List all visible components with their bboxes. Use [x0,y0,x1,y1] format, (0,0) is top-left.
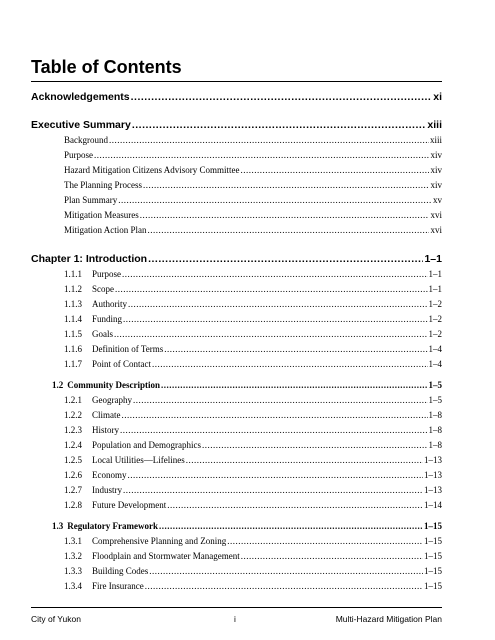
toc-entry-page: 1–4 [428,359,442,369]
toc-entry-label: Hazard Mitigation Citizens Advisory Committee [64,165,240,175]
toc-entry-1-2-2[interactable] [64,411,442,420]
footer-rule [31,607,442,608]
toc-entry-1-3-3[interactable] [64,567,442,576]
toc-entry-page: 1–1 [428,284,442,294]
toc-entry-label: Executive Summary [31,119,131,131]
toc-entry-planning-process[interactable] [64,181,442,190]
dot-leader [133,396,428,405]
dot-leader [227,537,423,546]
toc-entry-number: 1.2.2 [64,410,82,420]
toc-entry-1-1-7[interactable] [64,360,442,369]
dot-leader [148,226,430,235]
toc-entry-page: xiv [430,180,442,190]
toc-entry-1-1-1[interactable] [64,270,442,279]
toc-entry-page: xiii [429,135,442,145]
toc-entry-number: 1.1.3 [64,299,82,309]
toc-entry-page: 1–2 [428,314,442,324]
toc-entry-label: Local Utilities—Lifelines [92,455,185,465]
toc-entry-1-2-6[interactable] [64,471,442,480]
toc-entry-label: Goals [92,329,113,339]
dot-leader [128,471,424,480]
toc-entry-number: 1.1.6 [64,344,82,354]
toc-entry-label: Fire Insurance [92,581,144,591]
toc-entry-1-1-2[interactable] [64,285,442,294]
toc-entry-background[interactable] [64,136,442,145]
toc-entry-1-2-5[interactable] [64,456,442,465]
page-title: Table of Contents [31,57,182,77]
dot-leader [186,456,423,465]
dot-leader [145,582,423,591]
dot-leader [132,120,427,131]
toc-entry-1-2-7[interactable] [64,486,442,495]
toc-entry-label: Scope [92,284,114,294]
toc-entry-label: The Planning Process [64,180,142,190]
toc-entry-page: xv [433,195,442,205]
toc-entry-page: 1–13 [424,485,442,495]
toc-entry-page: xiv [430,165,442,175]
toc-entry-number: 1.2.6 [64,470,82,480]
toc-entry-label: Acknowledgements [31,91,130,103]
toc-entry-purpose[interactable] [64,151,442,160]
toc-entry-number: 1.2.1 [64,395,82,405]
toc-entry-number: 1.2.4 [64,440,82,450]
toc-entry-page: 1–15 [424,551,442,561]
toc-entry-page: 1–15 [424,566,442,576]
toc-entry-number: 1.2.3 [64,425,82,435]
dot-leader [161,381,428,390]
toc-entry-page: 1–8 [428,410,442,420]
dot-leader [122,411,428,420]
toc-entry-1-3-2[interactable] [64,552,442,561]
toc-entry-1-3-1[interactable] [64,537,442,546]
toc-entry-1-2-8[interactable] [64,501,442,510]
dot-leader [149,567,423,576]
toc-entry-number: 1.2.8 [64,500,82,510]
toc-entry-page: 1–8 [428,425,442,435]
toc-entry-label: Mitigation Action Plan [64,225,147,235]
footer-left: City of Yukon [31,614,81,624]
toc-entry-page: 1–1 [424,253,442,265]
toc-entry-label: Building Codes [92,566,149,576]
dot-leader [115,285,428,294]
toc-entry-label: Geography [92,395,132,405]
dot-leader [114,330,428,339]
toc-entry-page: 1–15 [424,581,442,591]
toc-entry-page: 1–8 [428,440,442,450]
toc-entry-1-3[interactable] [52,522,442,531]
toc-entry-page: xiv [430,150,442,160]
toc-entry-executive-summary[interactable] [31,120,442,131]
toc-entry-label: Future Development [92,500,167,510]
dot-leader [164,345,427,354]
dot-leader [123,315,427,324]
toc-entry-number: 1.3.4 [64,581,82,591]
toc-entry-label: Point of Contact [92,359,151,369]
dot-leader [128,300,428,309]
toc-entry-page: 1–14 [424,500,442,510]
toc-entry-label: Plan Summary [64,195,118,205]
toc-entry-page: 1–15 [424,521,442,531]
dot-leader [240,166,429,175]
toc-entry-label: Purpose [64,150,93,160]
toc-entry-number: 1.2.5 [64,455,82,465]
footer-page-number: i [234,614,236,624]
toc-entry-page: 1–1 [428,269,442,279]
toc-entry-number: 1.3 [52,521,64,531]
title-rule [31,81,442,82]
dot-leader [131,92,433,103]
dot-leader [241,552,423,561]
dot-leader [159,522,423,531]
toc-entry-number: 1.3.1 [64,536,82,546]
dot-leader [118,196,432,205]
toc-entry-1-2-4[interactable] [64,441,442,450]
toc-entry-page: 1–5 [428,395,442,405]
toc-entry-1-1-3[interactable] [64,300,442,309]
toc-entry-page: 1–5 [428,380,442,390]
dot-leader [152,360,428,369]
toc-entry-number: 1.1.2 [64,284,82,294]
toc-entry-page: 1–15 [424,536,442,546]
footer-right: Multi-Hazard Mitigation Plan [335,614,442,624]
toc-entry-page: xvi [430,210,442,220]
toc-entry-page: 1–2 [428,299,442,309]
toc-entry-label: Funding [92,314,123,324]
toc-entry-acknowledgements[interactable] [31,92,442,103]
toc-entry-label: Population and Demographics [92,440,201,450]
toc-entry-number: 1.2 [52,380,64,390]
toc-entry-label: Chapter 1: Introduction [31,253,148,265]
toc-entry-label: Community Description [67,380,160,390]
toc-entry-1-3-4[interactable] [64,582,442,591]
toc-entry-label: Regulatory Framework [67,521,158,531]
dot-leader [167,501,423,510]
toc-entry-advisory-committee[interactable] [64,166,442,175]
dot-leader [120,426,428,435]
toc-entry-page: xvi [430,225,442,235]
toc-entry-1-1-4[interactable] [64,315,442,324]
toc-entry-plan-summary[interactable] [64,196,442,205]
toc-entry-1-2-1[interactable] [64,396,442,405]
toc-entry-label: Mitigation Measures [64,210,139,220]
dot-leader [148,254,423,265]
toc-entry-label: Authority [92,299,127,309]
dot-leader [202,441,428,450]
toc-entry-number: 1.3.3 [64,566,82,576]
dot-leader [122,270,428,279]
toc-entry-1-1-5[interactable] [64,330,442,339]
toc-entry-page: 1–2 [428,329,442,339]
dot-leader [109,136,429,145]
toc-entry-label: History [92,425,119,435]
toc-entry-mitigation-measures[interactable] [64,211,442,220]
toc-entry-page: 1–4 [428,344,442,354]
toc-entry-page: 1–13 [424,470,442,480]
dot-leader [140,211,430,220]
toc-entry-number: 1.3.2 [64,551,82,561]
toc-entry-label: Climate [92,410,121,420]
toc-entry-mitigation-action-plan[interactable] [64,226,442,235]
page-footer [31,614,442,626]
toc-entry-label: Definition of Terms [92,344,164,354]
toc-entry-label: Background [64,135,108,145]
toc-entry-number: 1.1.7 [64,359,82,369]
toc-entry-label: Economy [92,470,127,480]
dot-leader [123,486,423,495]
toc-entry-1-2-3[interactable] [64,426,442,435]
toc-entry-label: Floodplain and Stormwater Management [92,551,240,561]
toc-entry-page: xiii [427,119,442,131]
toc-entry-label: Industry [92,485,122,495]
toc-entry-1-2[interactable] [52,381,442,390]
toc-entry-label: Comprehensive Planning and Zoning [92,536,227,546]
toc-entry-label: Purpose [92,269,121,279]
toc-entry-number: 1.2.7 [64,485,82,495]
toc-entry-page: xi [433,91,442,103]
dot-leader [94,151,429,160]
toc-entry-1-1-6[interactable] [64,345,442,354]
toc-entry-number: 1.1.5 [64,329,82,339]
dot-leader [143,181,429,190]
toc-entry-chapter-1[interactable] [31,254,442,265]
toc-entry-number: 1.1.1 [64,269,82,279]
toc-entry-number: 1.1.4 [64,314,82,324]
toc-entry-page: 1–13 [424,455,442,465]
